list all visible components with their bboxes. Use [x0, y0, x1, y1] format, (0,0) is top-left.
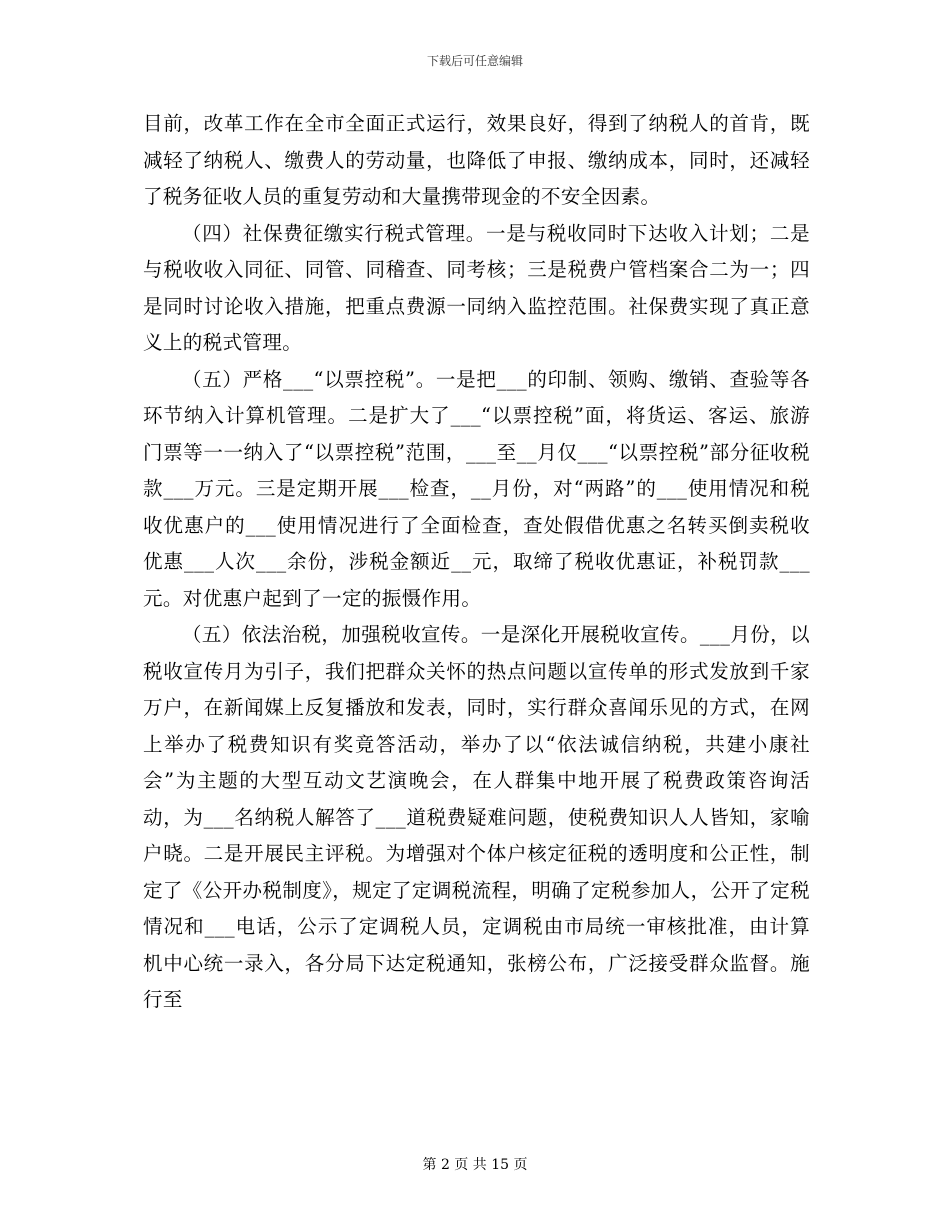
page-footer: 第 2 页 共 15 页: [422, 1157, 528, 1173]
paragraph-section-4: （四）社保费征缴实行税式管理。一是与税收同时下达收入计划；二是与税收收入同征、同管、同稽查、同考核；三是税费户管档案合二为一；四是同时讨论收入措施，把重点费源一同纳入监控范围。社保费实现了真正意义上的税式管理。: [143, 221, 810, 354]
page-header: 下载后可任意编辑: [426, 54, 523, 68]
paragraph-continuation: 目前，改革工作在全市全面正式运行，效果良好，得到了纳税人的首肯，既减轻了纳税人、缴费人的劳动量，也降低了申报、缴纳成本，同时，还减轻了税务征收人员的重复劳动和大量携带现金的不安全因素。: [143, 112, 810, 208]
document-body: [143, 106, 810, 1019]
paragraph-section-5-invoice: （五）严格___“以票控税”。一是把___的印制、领购、缴销、查验等各环节纳入计算机管理。二是扩大了___“以票控税”面，将货运、客运、旅游门票等一一纳入了“以票控税”范围，___至__月仅___“以票控税”部分征收税款___万元。三是定期开展___检查，__月份，对“两路”的___使用情况和税收优惠户的___使用情况进行了全面检查，查处假借优惠之名转买倒卖税收优惠___人次___余份，涉税金额近__元，取缔了税收优惠证，补税罚款___元。对优惠户起到了一定的振慑作用。: [143, 367, 810, 610]
paragraph-section-5-law: （五）依法治税，加强税收宣传。一是深化开展税收宣传。___月份，以税收宣传月为引子，我们把群众关怀的热点问题以宣传单的形式发放到千家万户，在新闻媒上反复播放和发表，同时，实行群众喜闻乐见的方式，在网上举办了税费知识有奖竟答活动，举办了以“依法诚信纳税，共建小康社会”为主题的大型互动文艺演晚会，在人群集中地开展了税费政策咨询活动，为___名纳税人解答了___道税费疑难问题，使税费知识人人皆知，家喻户晓。二是开展民主评税。为增强对个体户核定征税的透明度和公正性，制定了《公开办税制度》，规定了定调税流程，明确了定税参加人，公开了定税情况和___电话，公示了定调税人员，定调税由市局统一审核批准，由计算机中心统一录入，各分局下达定税通知，张榜公布，广泛接受群众监督。施行至: [143, 623, 810, 1011]
